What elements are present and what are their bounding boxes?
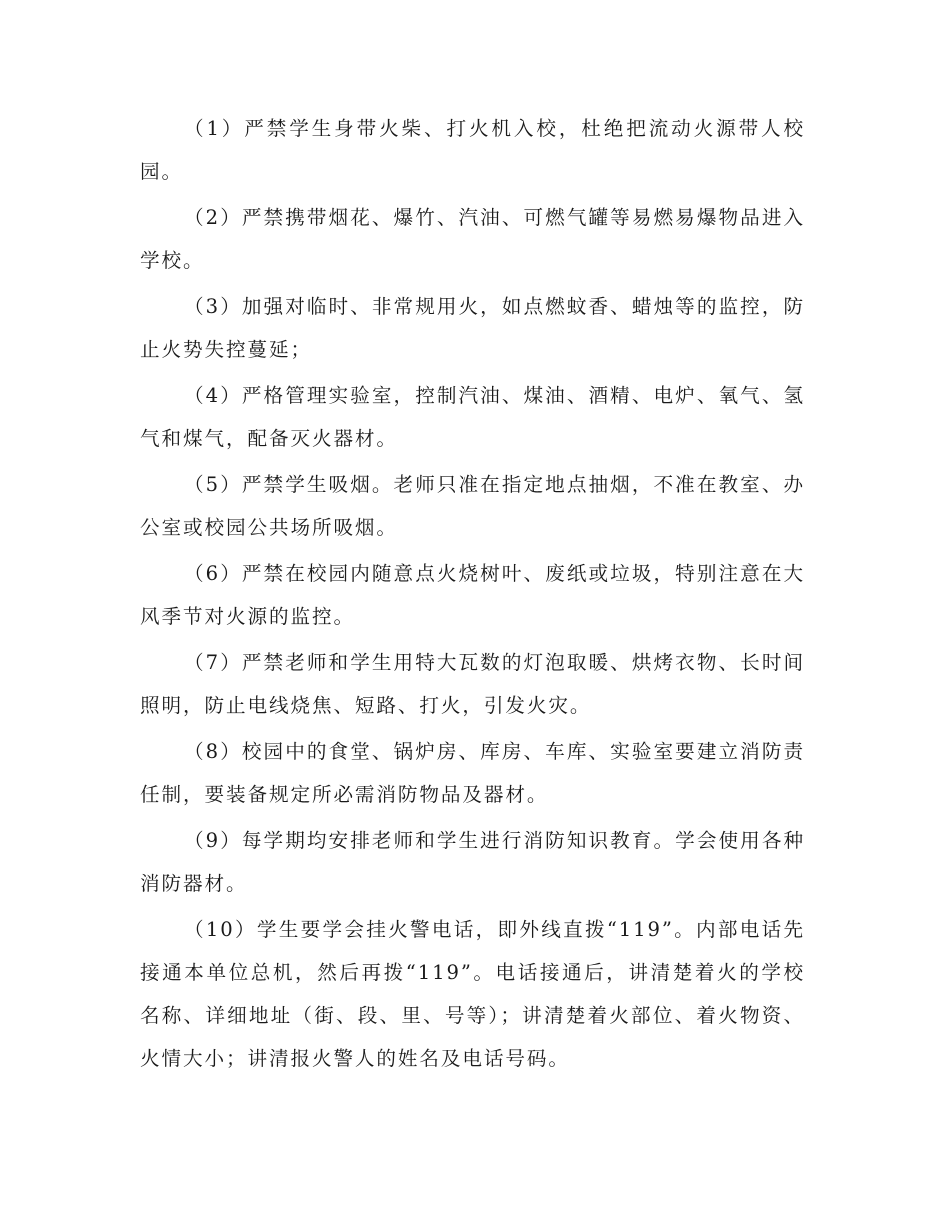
paragraph-1: （1）严禁学生身带火柴、打火机入校，杜绝把流动火源带人校园。 [140, 117, 805, 183]
paragraph-7: （7）严禁老师和学生用特大瓦数的灯泡取暖、烘烤衣物、长时间照明，防止电线烧焦、短路、打火，引发火灾。 [140, 651, 805, 717]
paragraph-6: （6）严禁在校园内随意点火烧树叶、废纸或垃圾，特别注意在大风季节对火源的监控。 [140, 562, 805, 628]
paragraph-10: （10）学生要学会挂火警电话，即外线直拨“119”。内部电话先接通本单位总机，然后再拨“119”。电话接通后，讲清楚着火的学校名称、详细地址（街、段、里、号等）；讲清楚着火部位、着火物资、火情大小；讲清报火警人的姓名及电话号码。 [140, 918, 805, 1070]
paragraph-9: （9）每学期均安排老师和学生进行消防知识教育。学会使用各种消防器材。 [140, 829, 805, 895]
paragraph-5: （5）严禁学生吸烟。老师只准在指定地点抽烟，不准在教室、办公室或校园公共场所吸烟。 [140, 473, 805, 539]
paragraph-2: （2）严禁携带烟花、爆竹、汽油、可燃气罐等易燃易爆物品进入学校。 [140, 206, 805, 272]
paragraph-4: （4）严格管理实验室，控制汽油、煤油、酒精、电炉、氧气、氢气和煤气，配备灭火器材。 [140, 384, 805, 450]
paragraph-8: （8）校园中的食堂、锅炉房、库房、车库、实验室要建立消防责任制，要装备规定所必需消防物品及器材。 [140, 740, 805, 806]
paragraph-3: （3）加强对临时、非常规用火，如点燃蚊香、蜡烛等的监控，防止火势失控蔓延； [140, 295, 805, 361]
